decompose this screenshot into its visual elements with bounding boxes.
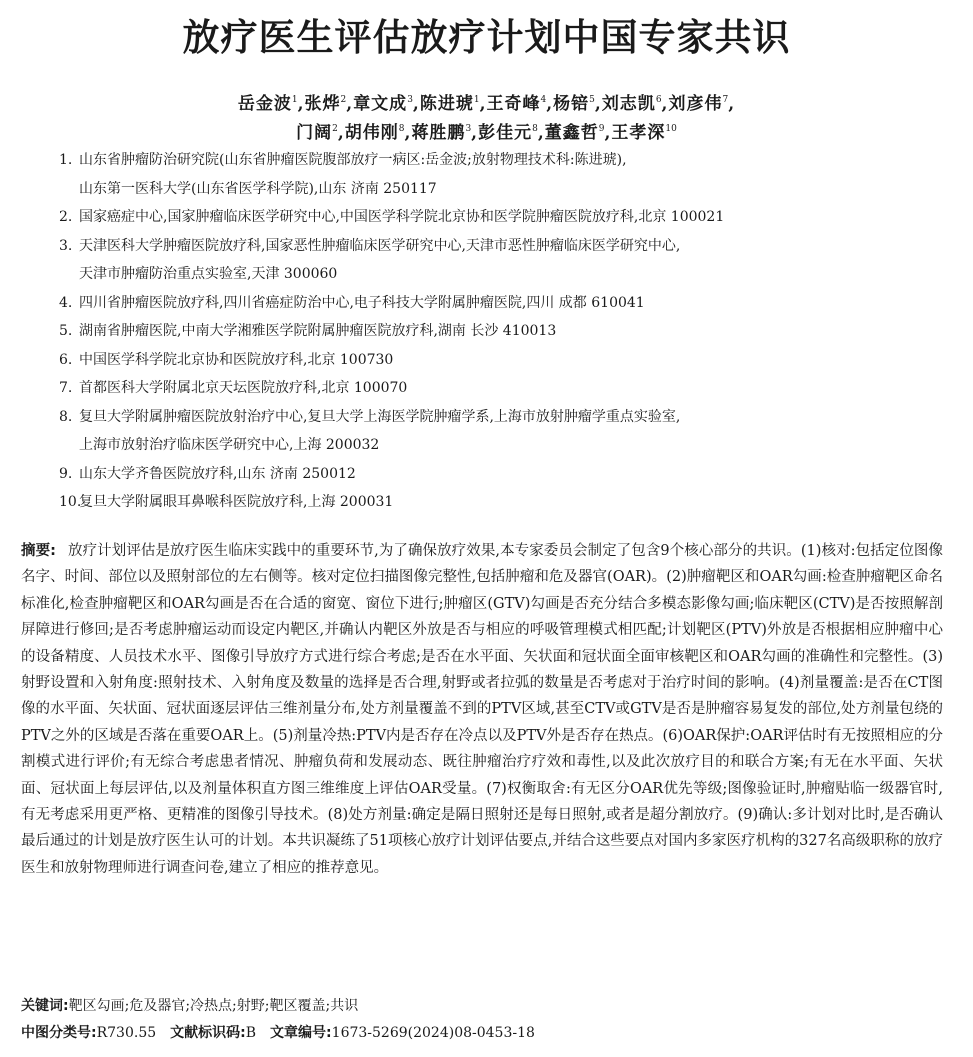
author-name: 董鑫哲 (544, 123, 599, 143)
author-name: 蒋胜鹏 (411, 123, 466, 143)
author-affiliation-mark: 4 (540, 95, 547, 105)
keywords-text: 靶区勾画;危及器官;冷热点;射野;靶区覆盖;共识 (68, 998, 359, 1014)
author-affiliation-mark: 6 (655, 95, 662, 105)
affiliation-item (59, 374, 939, 403)
author-name: 刘彦伟 (668, 94, 723, 114)
classification-line (21, 1022, 951, 1044)
affiliation-text: 湖南省肿瘤医院,中南大学湘雅医学院附属肿瘤医院放疗科,湖南 长沙 410013 (79, 323, 557, 339)
affiliation-number: 8. (59, 408, 73, 425)
doc-code-value: B (245, 1025, 257, 1041)
author-affiliation-mark: 3 (407, 95, 413, 105)
author-separator: , (537, 123, 545, 143)
affiliation-item (59, 460, 939, 489)
affiliation-text: 山东大学齐鲁医院放疗科,山东 济南 250012 (79, 465, 356, 482)
affiliation-number: 6. (59, 351, 73, 368)
affiliation-continuation (59, 431, 939, 460)
affiliation-number: 2. (59, 209, 73, 225)
affiliation-text: 山东省肿瘤防治研究院(山东省肿瘤医院腹部放疗一病区:岳金波;放射物理技术科:陈进琥), (79, 152, 627, 168)
paper-title: 放疗医生评估放疗计划中国专家共识 (182, 16, 791, 59)
affiliation-text: 复旦大学附属肿瘤医院放射治疗中心,复旦大学上海医学院肿瘤学系,上海市放射肿瘤学重点实验室, (79, 408, 681, 425)
affiliation-number: 10. (59, 494, 82, 510)
author-name: 王孝深 (611, 123, 666, 143)
affiliation-continuation (59, 260, 939, 289)
keywords (21, 995, 943, 1017)
author-name: 王奇峰 (486, 94, 541, 114)
affiliation-text: 上海市放射治疗临床医学研究中心,上海 200032 (79, 437, 380, 453)
author-name: 章文成 (353, 94, 408, 114)
affiliation-number: 5. (59, 323, 73, 339)
doc-code-label: 文献标识码: (170, 1025, 246, 1041)
affiliation-number: 4. (59, 294, 73, 311)
affiliation-continuation (59, 175, 939, 204)
author-separator: , (546, 94, 554, 114)
author-separator: , (297, 94, 305, 114)
clc-label: 中图分类号: (21, 1025, 97, 1041)
abstract-text: 放疗计划评估是放疗医生临床实践中的重要环节,为了确保放疗效果,本专家委员会制定了包含9个核心部分的共识。(1)核对:包括定位图像名字、时间、部位以及照射部位的左右侧等。核对定位扫描图像完整性,包括肿瘤和危及器官(OAR)。(2)肿瘤靶区和OAR勾画:检查肿瘤靶区命名标准化,检查肿瘤靶区和OAR勾画是否在合适的窗宽、窗位下进行;肿瘤区(GTV)勾画是否充分结合多模态影像勾画;临床靶区(CTV)是否按照解剖屏障进行修回;是否考虑肿瘤运动而设定内靶区,并确认内靶区外放是否与相应的呼吸管理模式相匹配;计划靶区(PTV)外放是否根据相应肿瘤中心的设备精度、人员技术水平、图像引导放疗方式进行综合考虑;是否在水平面、矢状面和冠状面全面审核靶区和OAR勾画的准确性和完整性。(3)射野设置和入射角度:照射技术、入射角度及数量的选择是否合理,射野或者拉弧的数量是否考虑对于治疗时间的影响。(4)剂量覆盖:是否在CT图像的水平面、矢状面、冠状面逐层评估三维剂量分布,处方剂量覆盖不到的PTV区域,甚至CTV或GTV是否是肿瘤容易复发的部位,处方剂量包绕的PTV之外的区域是否落在重要OAR上。(5)剂量冷热:PTV内是否存在冷点以及PTV外是否存在热点。(6)OAR保护:OAR评估时有无按照相应的分割模式进行评价;有无综合考虑患者情况、肿瘤负荷和发展动态、既往肿瘤治疗疗效和毒性,以及此次放疗目的和联合方案;有无在水平面、矢状面、冠状面上每层评估,以及剂量体积直方图三维维度上评估OAR受量。(7)权衡取舍:有无区分OAR优先等级;图像验证时,肿瘤贴临一级器官时,有无考虑采用更严格、更精准的图像引导技术。(8)处方剂量:确定是隔日照射还是每日照射,或者是超分割放疗。(9)确认:多计划对比时,是否确认最后通过的计划是放疗医生认可的计划。本共识凝练了51项核心放疗计划评估要点,并结合这些要点对国内多家医疗机构的327名高级职称的放疗医生和放射物理师进行调查问卷,建立了相应的推荐意见。 (21, 543, 943, 876)
affiliation-item (59, 289, 939, 318)
author-affiliation-mark: 10 (665, 124, 677, 134)
keywords-label: 关键词: (21, 998, 69, 1014)
author-affiliation-mark: 8 (398, 124, 405, 134)
article-number-value: 1673-5269(2024)08-0453-18 (331, 1025, 535, 1041)
author-affiliation-mark: 7 (722, 95, 729, 105)
author-separator: , (594, 94, 602, 114)
abstract-label: 摘要: (21, 543, 56, 559)
affiliation-list (59, 146, 939, 517)
author-name: 岳金波 (237, 94, 292, 114)
author-affiliation-mark: 2 (332, 124, 338, 134)
affiliation-number: 9. (59, 465, 73, 482)
clc-value: R730.55 (96, 1025, 157, 1041)
author-name: 杨锫 (553, 94, 590, 114)
author-separator: , (471, 123, 479, 143)
author-separator: , (661, 94, 669, 114)
affiliation-text: 天津医科大学肿瘤医院放疗科,国家恶性肿瘤临床医学研究中心,天津市恶性肿瘤临床医学研究中心, (79, 237, 681, 254)
affiliation-text: 四川省肿瘤医院放疗科,四川省癌症防治中心,电子科技大学附属肿瘤医院,四川 成都 610041 (79, 294, 645, 311)
author-affiliation-mark: 8 (532, 124, 538, 134)
affiliation-item (59, 232, 939, 261)
author-name: 张烨 (304, 94, 341, 114)
affiliation-text: 天津市肿瘤防治重点实验室,天津 300060 (79, 266, 338, 282)
author-affiliation-mark: 9 (598, 124, 605, 134)
abstract (21, 538, 943, 881)
affiliation-item (59, 203, 939, 232)
affiliation-item (59, 146, 939, 175)
author-affiliation-mark: 5 (589, 95, 595, 105)
author-separator: , (728, 94, 736, 114)
affiliation-text: 复旦大学附属眼耳鼻喉科医院放疗科,上海 200031 (79, 494, 394, 510)
affiliation-item (59, 317, 939, 346)
affiliation-text: 中国医学科学院北京协和医院放疗科,北京 100730 (79, 351, 394, 368)
author-name: 彭佳元 (478, 123, 533, 143)
author-name: 刘志凯 (601, 94, 656, 114)
author-affiliation-mark: 1 (291, 95, 298, 105)
author-separator: , (479, 94, 487, 114)
article-number-label: 文章编号: (270, 1025, 332, 1041)
author-separator: , (412, 94, 420, 114)
affiliation-item (59, 488, 939, 517)
affiliation-number: 1. (59, 152, 73, 168)
affiliation-number: 3. (59, 237, 73, 254)
affiliation-text: 山东第一医科大学(山东省医学科学院),山东 济南 250117 (79, 180, 437, 197)
author-separator: , (337, 123, 345, 143)
affiliation-number: 7. (59, 380, 73, 396)
author-separator: , (604, 123, 612, 143)
author-affiliation-mark: 2 (340, 95, 347, 105)
affiliation-text: 国家癌症中心,国家肿瘤临床医学研究中心,中国医学科学院北京协和医学院肿瘤医院放疗科,北京 100021 (79, 209, 725, 225)
author-separator: , (346, 94, 354, 114)
author-affiliation-mark: 1 (473, 95, 480, 105)
affiliation-item (59, 346, 939, 375)
author-list-line-2 (0, 115, 973, 148)
author-name: 胡伟刚 (344, 123, 399, 143)
author-name: 陈进琥 (419, 94, 474, 114)
affiliation-item (59, 403, 939, 432)
author-affiliation-mark: 3 (465, 124, 472, 134)
author-name: 门阔 (296, 123, 333, 143)
author-separator: , (404, 123, 412, 143)
affiliation-text: 首都医科大学附属北京天坛医院放疗科,北京 100070 (79, 380, 408, 396)
